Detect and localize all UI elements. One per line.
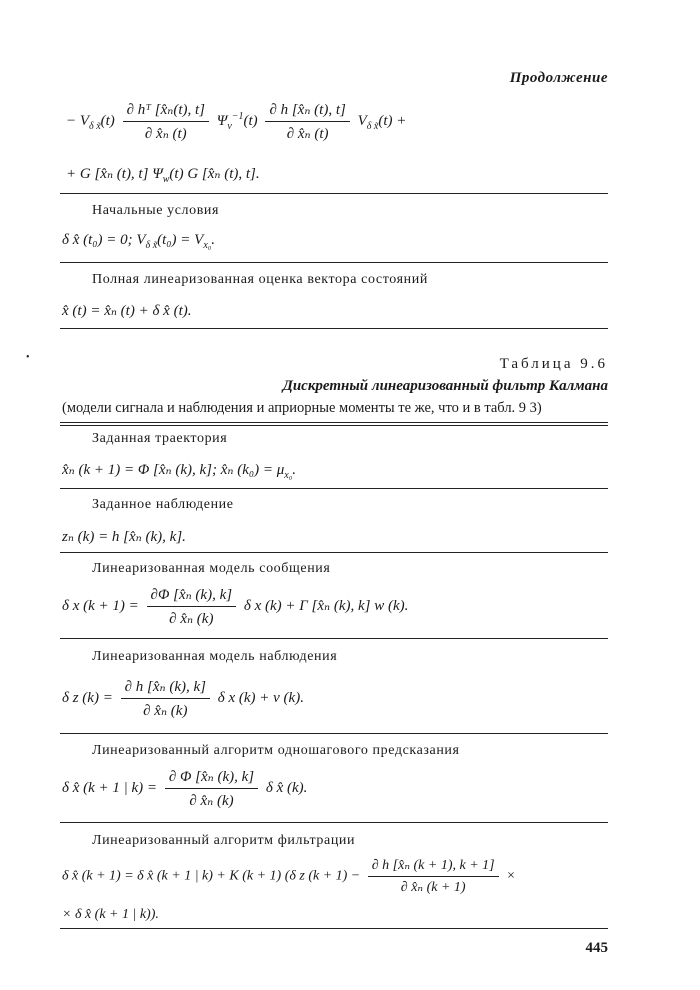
g-term-end: (t) G [x̂ₙ (t), t]. (169, 166, 260, 182)
rule-3 (60, 328, 608, 329)
psi-symbol: Ψ (216, 112, 228, 129)
filtering-denominator: ∂ x̂ₙ (k + 1) (400, 880, 466, 895)
trajectory-dot: . (292, 462, 296, 478)
page-number: 445 (585, 940, 608, 956)
message-denominator: ∂ x̂ₙ (k) (169, 611, 214, 627)
v-term-start: − V (66, 112, 90, 129)
obsmodel-fraction (121, 677, 210, 720)
prediction-denominator: ∂ x̂ₙ (k) (189, 793, 234, 809)
initial-label: Начальные условия (92, 203, 220, 218)
rule-8 (60, 822, 608, 823)
table-top-rule (60, 422, 608, 426)
top-formula-line2 (66, 164, 260, 185)
message-rhs: δ x (k) + Γ [x̂ₙ (k), k] w (k). (243, 597, 409, 614)
fraction-2 (265, 100, 349, 143)
prediction-fraction (165, 767, 258, 810)
filtering-fraction (368, 857, 499, 896)
section-label-observation: Заданное наблюдение (92, 497, 234, 512)
v-term-t: (t) (100, 112, 115, 129)
section-label-prediction: Линеаризованный алгоритм одношагового предсказания (92, 743, 460, 758)
initial-formula-start: δ x̂ (t₀) = 0; V (62, 232, 146, 248)
filtering-rhs: × (506, 868, 516, 884)
prediction-numerator: ∂ Φ [x̂ₙ (k), k] (165, 767, 258, 789)
trajectory-sub: x₀ (284, 470, 293, 481)
initial-sub-1: δ x̃ (145, 240, 158, 251)
section-formula-observation-model (62, 677, 304, 720)
fraction-2-denominator: ∂ x̂ₙ (t) (286, 126, 329, 142)
v-term-end: V (357, 112, 367, 129)
g-term: + G [x̂ₙ (t), t] Ψ (66, 166, 163, 182)
section-label-filtering: Линеаризованный алгоритм фильтрации (92, 833, 356, 848)
section-formula-message-model (62, 585, 408, 628)
rule-1 (60, 193, 608, 194)
message-numerator: ∂Φ [x̂ₙ (k), k] (147, 585, 237, 607)
table-bottom-rule (60, 928, 608, 929)
obsmodel-denominator: ∂ x̂ₙ (k) (143, 703, 188, 719)
v-sub-end: δ x̃ (366, 120, 379, 132)
prediction-lhs: δ x̂ (k + 1 | k) = (62, 779, 158, 796)
full-estimate-formula: x̂ (t) = x̂ₙ (t) + δ x̂ (t). (62, 303, 192, 319)
section-label-message-model: Линеаризованная модель сообщения (92, 561, 331, 576)
initial-formula (62, 232, 215, 251)
v-sub-start: δ x̃ (89, 120, 101, 132)
continuation-label: Продолжение (509, 70, 608, 86)
section-label-trajectory: Заданная траектория (92, 431, 228, 446)
section-formula-filtering (62, 857, 516, 896)
fraction-2-numerator: ∂ h [x̂ₙ (t), t] (265, 100, 349, 122)
v-term-end-t: (t) + (378, 112, 407, 129)
rule-6 (60, 638, 608, 639)
section-formula-prediction (62, 767, 307, 810)
message-lhs: δ x (k + 1) = (62, 597, 139, 614)
initial-sub-2: x₀ (203, 240, 212, 251)
psi-t: (t) (243, 112, 258, 129)
rule-7 (60, 733, 608, 734)
table-title: Дискретный линеаризованный фильтр Калмана (282, 378, 608, 394)
psi-sup: −1 (231, 110, 244, 122)
section-formula-trajectory (62, 460, 296, 481)
rule-2 (60, 262, 608, 263)
obsmodel-lhs: δ z (k) = (62, 689, 113, 706)
stray-mark: • (26, 352, 30, 363)
rule-5 (60, 552, 608, 553)
w-sub: w (162, 174, 170, 185)
full-estimate-label: Полная линеаризованная оценка вектора состояний (92, 272, 428, 287)
filtering-lhs: δ x̂ (k + 1) = δ x̂ (k + 1 | k) + K (k + 1) (δ z (k + 1) − (62, 868, 361, 884)
obsmodel-rhs: δ x (k) + v (k). (217, 689, 304, 706)
fraction-1-numerator: ∂ hᵀ [x̂ₙ(t), t] (123, 100, 209, 122)
table-subtitle: (модели сигнала и наблюдения и априорные моменты те же, что и в табл. 9 3) (62, 400, 542, 416)
obsmodel-numerator: ∂ h [x̂ₙ (k), k] (121, 677, 210, 699)
fraction-1-denominator: ∂ x̂ₙ (t) (144, 126, 187, 142)
filtering-numerator: ∂ h [x̂ₙ (k + 1), k + 1] (368, 857, 499, 877)
table-number: Таблица 9.6 (499, 356, 608, 372)
fraction-1 (123, 100, 209, 143)
rule-4 (60, 488, 608, 489)
top-formula-line1 (66, 100, 406, 143)
section-formula-filtering-line2: × δ x̂ (k + 1 | k)). (62, 907, 159, 922)
initial-formula-end: (t₀) = V (157, 232, 204, 248)
section-formula-observation: zₙ (k) = h [x̂ₙ (k), k]. (62, 529, 186, 545)
psi-sub: v (227, 120, 232, 132)
section-label-observation-model: Линеаризованная модель наблюдения (92, 649, 338, 664)
trajectory-formula-main: x̂ₙ (k + 1) = Φ [x̂ₙ (k), k]; x̂ₙ (k₀) = μ (62, 462, 285, 478)
message-fraction (147, 585, 237, 628)
prediction-rhs: δ x̂ (k). (265, 779, 308, 796)
initial-dot: . (211, 232, 215, 248)
